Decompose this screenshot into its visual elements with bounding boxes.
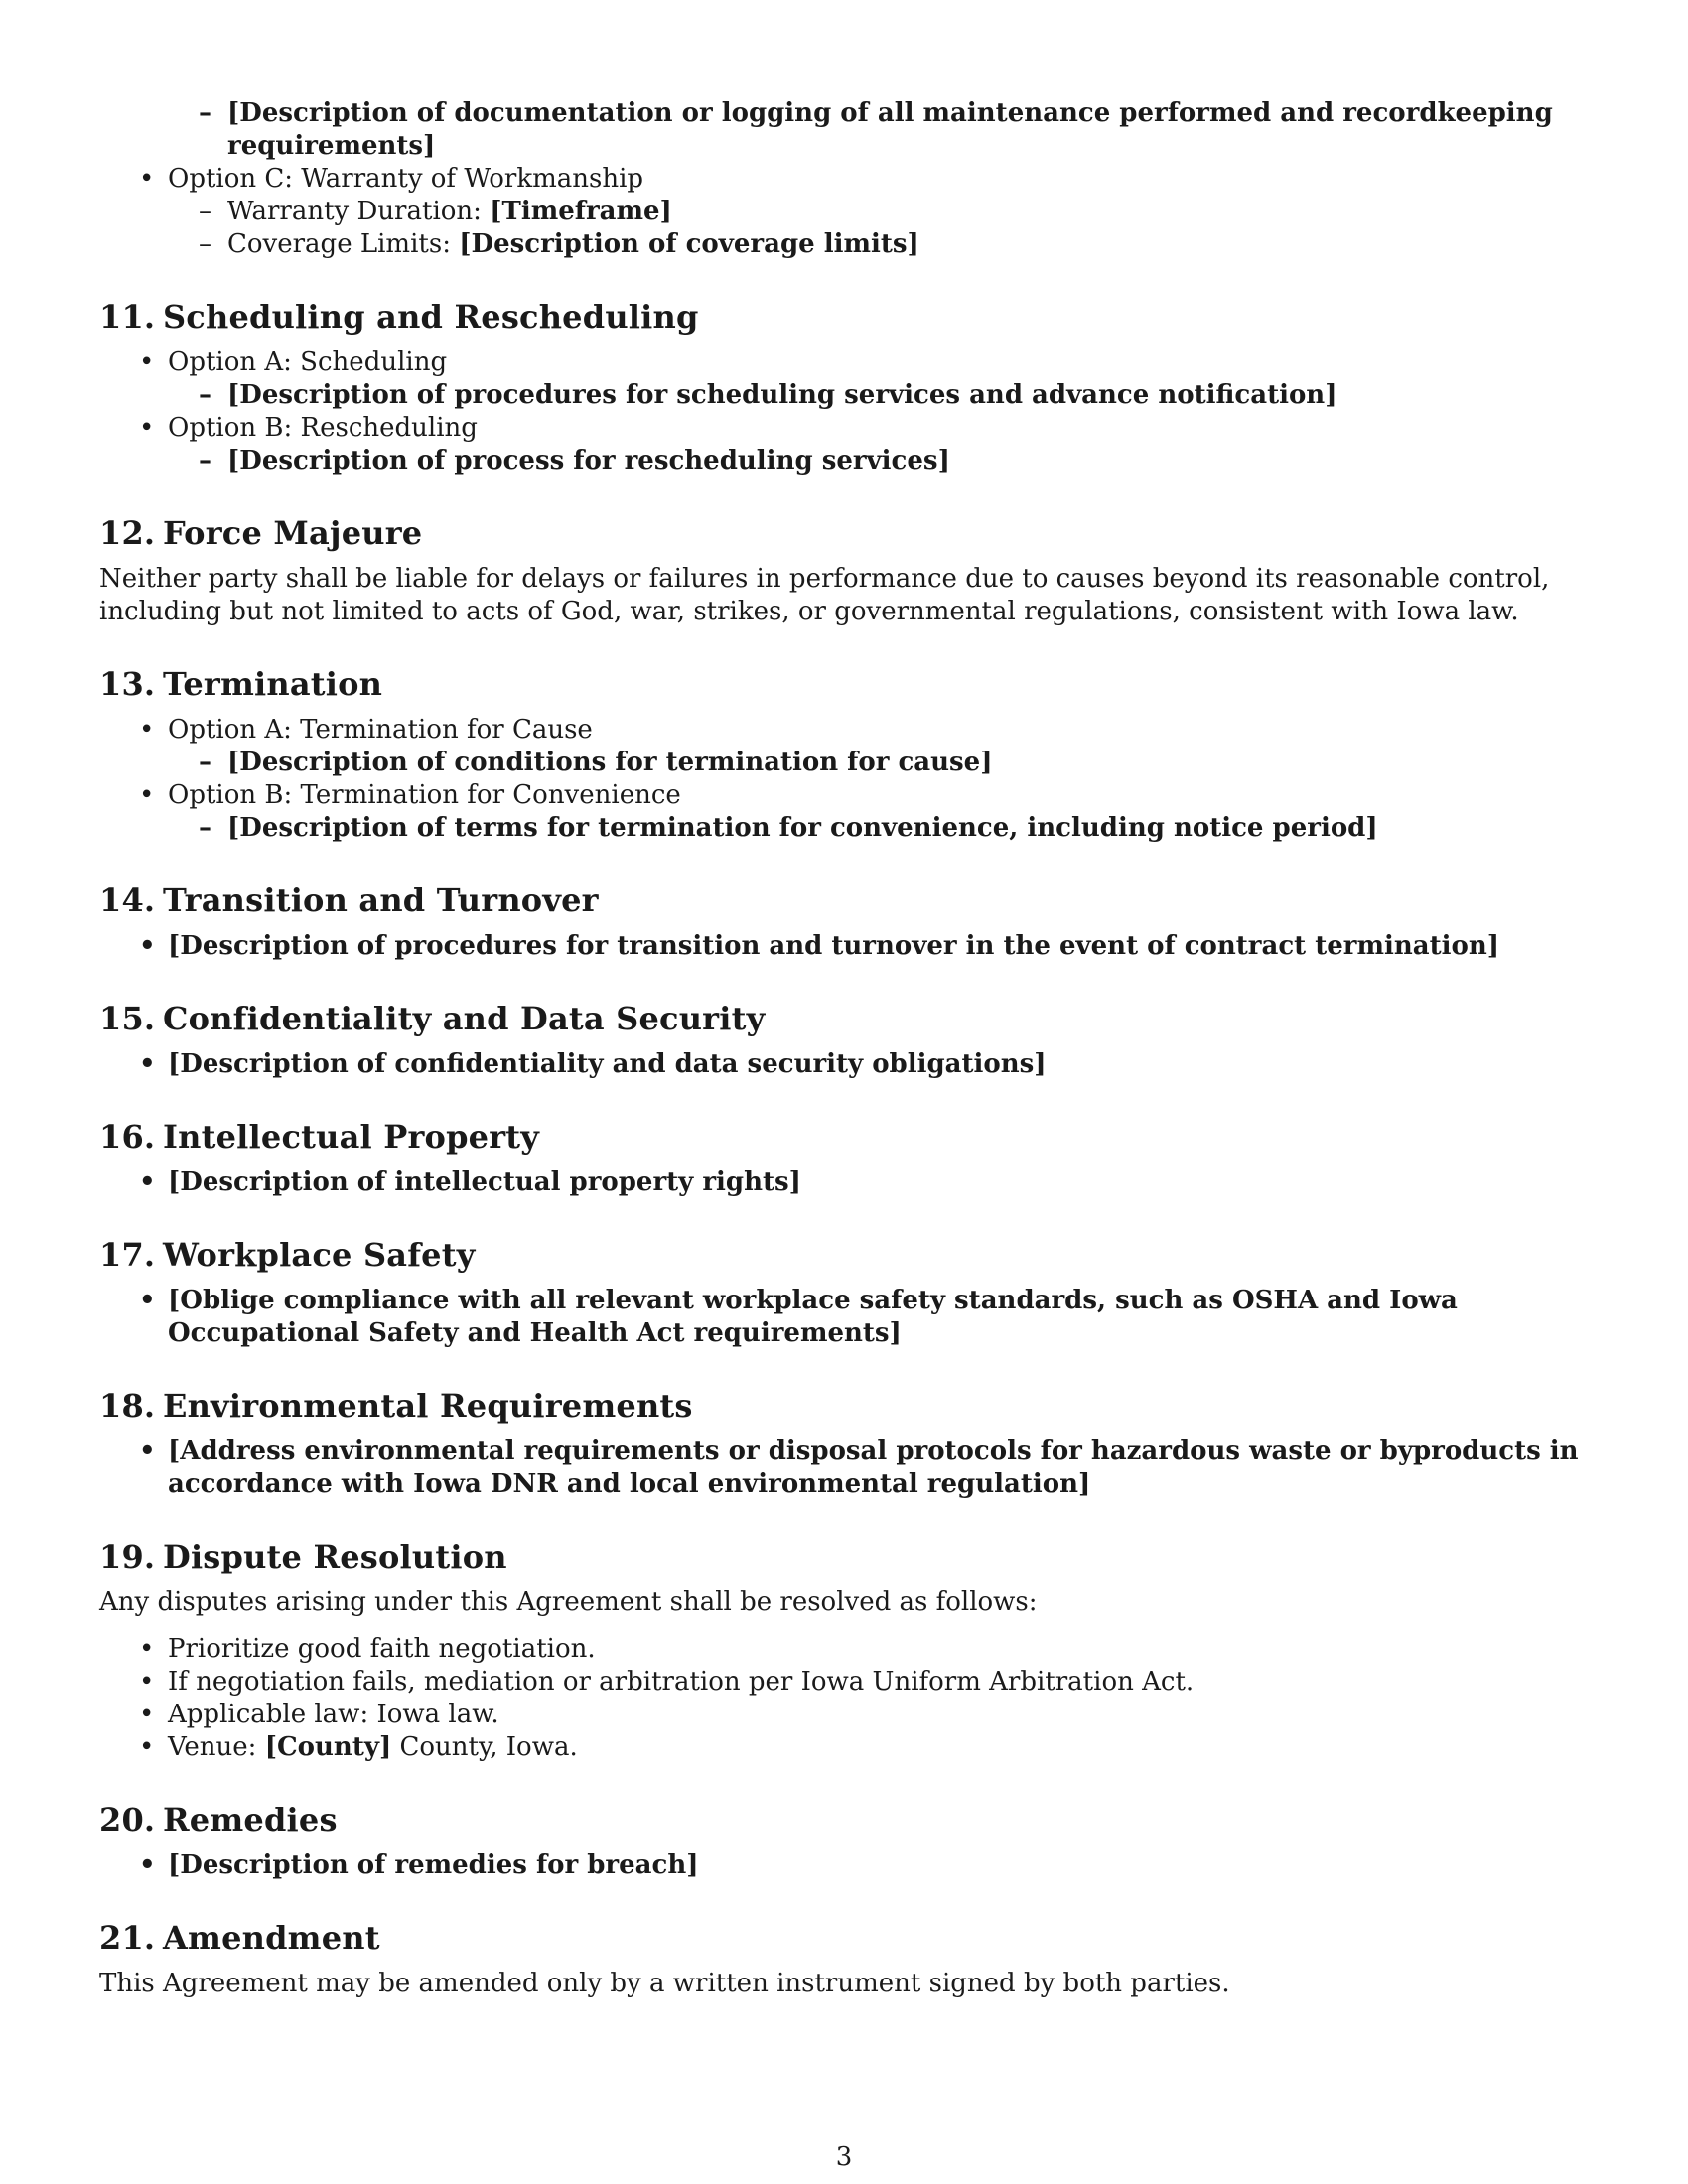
list-item: • Option A: Termination for Cause <box>99 714 1589 747</box>
section-heading <box>99 664 1589 704</box>
section-number: 13. <box>99 665 156 703</box>
section-title: Workplace Safety <box>163 1236 476 1274</box>
section-title: Force Majeure <box>163 514 423 552</box>
section-title: Environmental Requirements <box>163 1387 693 1425</box>
section-18 <box>99 1386 1589 1501</box>
list-item: • [Description of intellectual property rights] <box>99 1166 1589 1199</box>
section-13 <box>99 664 1589 845</box>
list-item: • If negotiation fails, mediation or arbitration per Iowa Uniform Arbitration Act. <box>99 1666 1589 1699</box>
document-page <box>99 97 1589 2014</box>
section-number: 11. <box>99 298 156 336</box>
list-item: • Option C: Warranty of Workmanship <box>99 163 1589 196</box>
section-title: Amendment <box>163 1919 380 1957</box>
list-item: • Option B: Termination for Convenience <box>99 779 1589 812</box>
section-title: Scheduling and Rescheduling <box>163 298 699 336</box>
list-subitem: – [Description of procedures for scheduling services and advance notification] <box>99 379 1589 412</box>
page-number: 3 <box>835 2142 853 2172</box>
list-item: • Option B: Rescheduling <box>99 412 1589 445</box>
section-number: 17. <box>99 1236 156 1274</box>
section-title: Transition and Turnover <box>163 882 599 919</box>
section-11 <box>99 297 1589 478</box>
list-item: • [Address environmental requirements or disposal protocols for hazardous waste or byproducts in accordance with Iowa DNR and local environmental regulation] <box>99 1435 1589 1501</box>
list-subitem: – [Description of conditions for termination for cause] <box>99 747 1589 779</box>
section-number: 21. <box>99 1919 156 1957</box>
section-15 <box>99 999 1589 1081</box>
list-item: • Applicable law: Iowa law. <box>99 1699 1589 1731</box>
list-item: • [Description of remedies for breach] <box>99 1849 1589 1882</box>
section-16 <box>99 1117 1589 1199</box>
section-paragraph: Neither party shall be liable for delays or failures in performance due to causes beyond its reasonable control, including but not limited to acts of God, war, strikes, or governmental regulations, consistent with Iowa law. <box>99 564 1550 626</box>
placeholder: [Timeframe] <box>490 197 672 226</box>
section-heading <box>99 881 1589 920</box>
section-number: 20. <box>99 1801 156 1839</box>
section-heading <box>99 1235 1589 1275</box>
section-number: 12. <box>99 514 156 552</box>
section-number: 18. <box>99 1387 156 1425</box>
section-heading <box>99 1386 1589 1426</box>
list-subitem <box>99 196 1589 228</box>
section-title: Confidentiality and Data Security <box>163 1000 766 1037</box>
list-item: • [Description of confidentiality and data security obligations] <box>99 1048 1589 1081</box>
section-heading <box>99 999 1589 1038</box>
section-heading <box>99 1117 1589 1157</box>
section-number: 16. <box>99 1118 156 1156</box>
placeholder: [Description of coverage limits] <box>459 229 919 259</box>
section-17 <box>99 1235 1589 1350</box>
label: Coverage Limits: <box>227 229 460 259</box>
section-heading <box>99 1537 1589 1576</box>
section-21 <box>99 1918 1589 2000</box>
section-number: 19. <box>99 1538 156 1575</box>
section-number: 15. <box>99 1000 156 1037</box>
section-heading <box>99 1918 1589 1958</box>
label: Venue: <box>168 1732 265 1762</box>
list-item: • [Description of procedures for transition and turnover in the event of contract termination] <box>99 930 1589 963</box>
section-title: Intellectual Property <box>163 1118 540 1156</box>
section-12 <box>99 513 1589 628</box>
section-20 <box>99 1800 1589 1882</box>
list-subitem <box>99 228 1589 261</box>
list-subitem: – [Description of process for rescheduling services] <box>99 445 1589 478</box>
section-14 <box>99 881 1589 963</box>
section-number: 14. <box>99 882 156 919</box>
section-paragraph: This Agreement may be amended only by a written instrument signed by both parties. <box>99 1969 1230 1998</box>
label: Warranty Duration: <box>227 197 491 226</box>
section-paragraph: Any disputes arising under this Agreement shall be resolved as follows: <box>99 1587 1038 1617</box>
section-heading <box>99 1800 1589 1840</box>
list-item: • Prioritize good faith negotiation. <box>99 1633 1589 1666</box>
section-title: Termination <box>163 665 383 703</box>
list-subitem: – [Description of documentation or logging of all maintenance performed and recordkeeping requirements] <box>99 97 1589 163</box>
list-item: • [Oblige compliance with all relevant workplace safety standards, such as OSHA and Iowa Occupational Safety and Health Act requirements] <box>99 1285 1589 1350</box>
section-19 <box>99 1537 1589 1764</box>
suffix: County, Iowa. <box>391 1732 578 1762</box>
section-heading <box>99 297 1589 337</box>
section-title: Remedies <box>163 1801 338 1839</box>
section-heading <box>99 513 1589 553</box>
list-subitem: – [Description of terms for termination for convenience, including notice period] <box>99 812 1589 845</box>
placeholder: [County] <box>264 1732 392 1762</box>
list-item <box>99 1731 1589 1764</box>
continued-list <box>99 97 1589 261</box>
section-title: Dispute Resolution <box>163 1538 507 1575</box>
list-item: • Option A: Scheduling <box>99 346 1589 379</box>
